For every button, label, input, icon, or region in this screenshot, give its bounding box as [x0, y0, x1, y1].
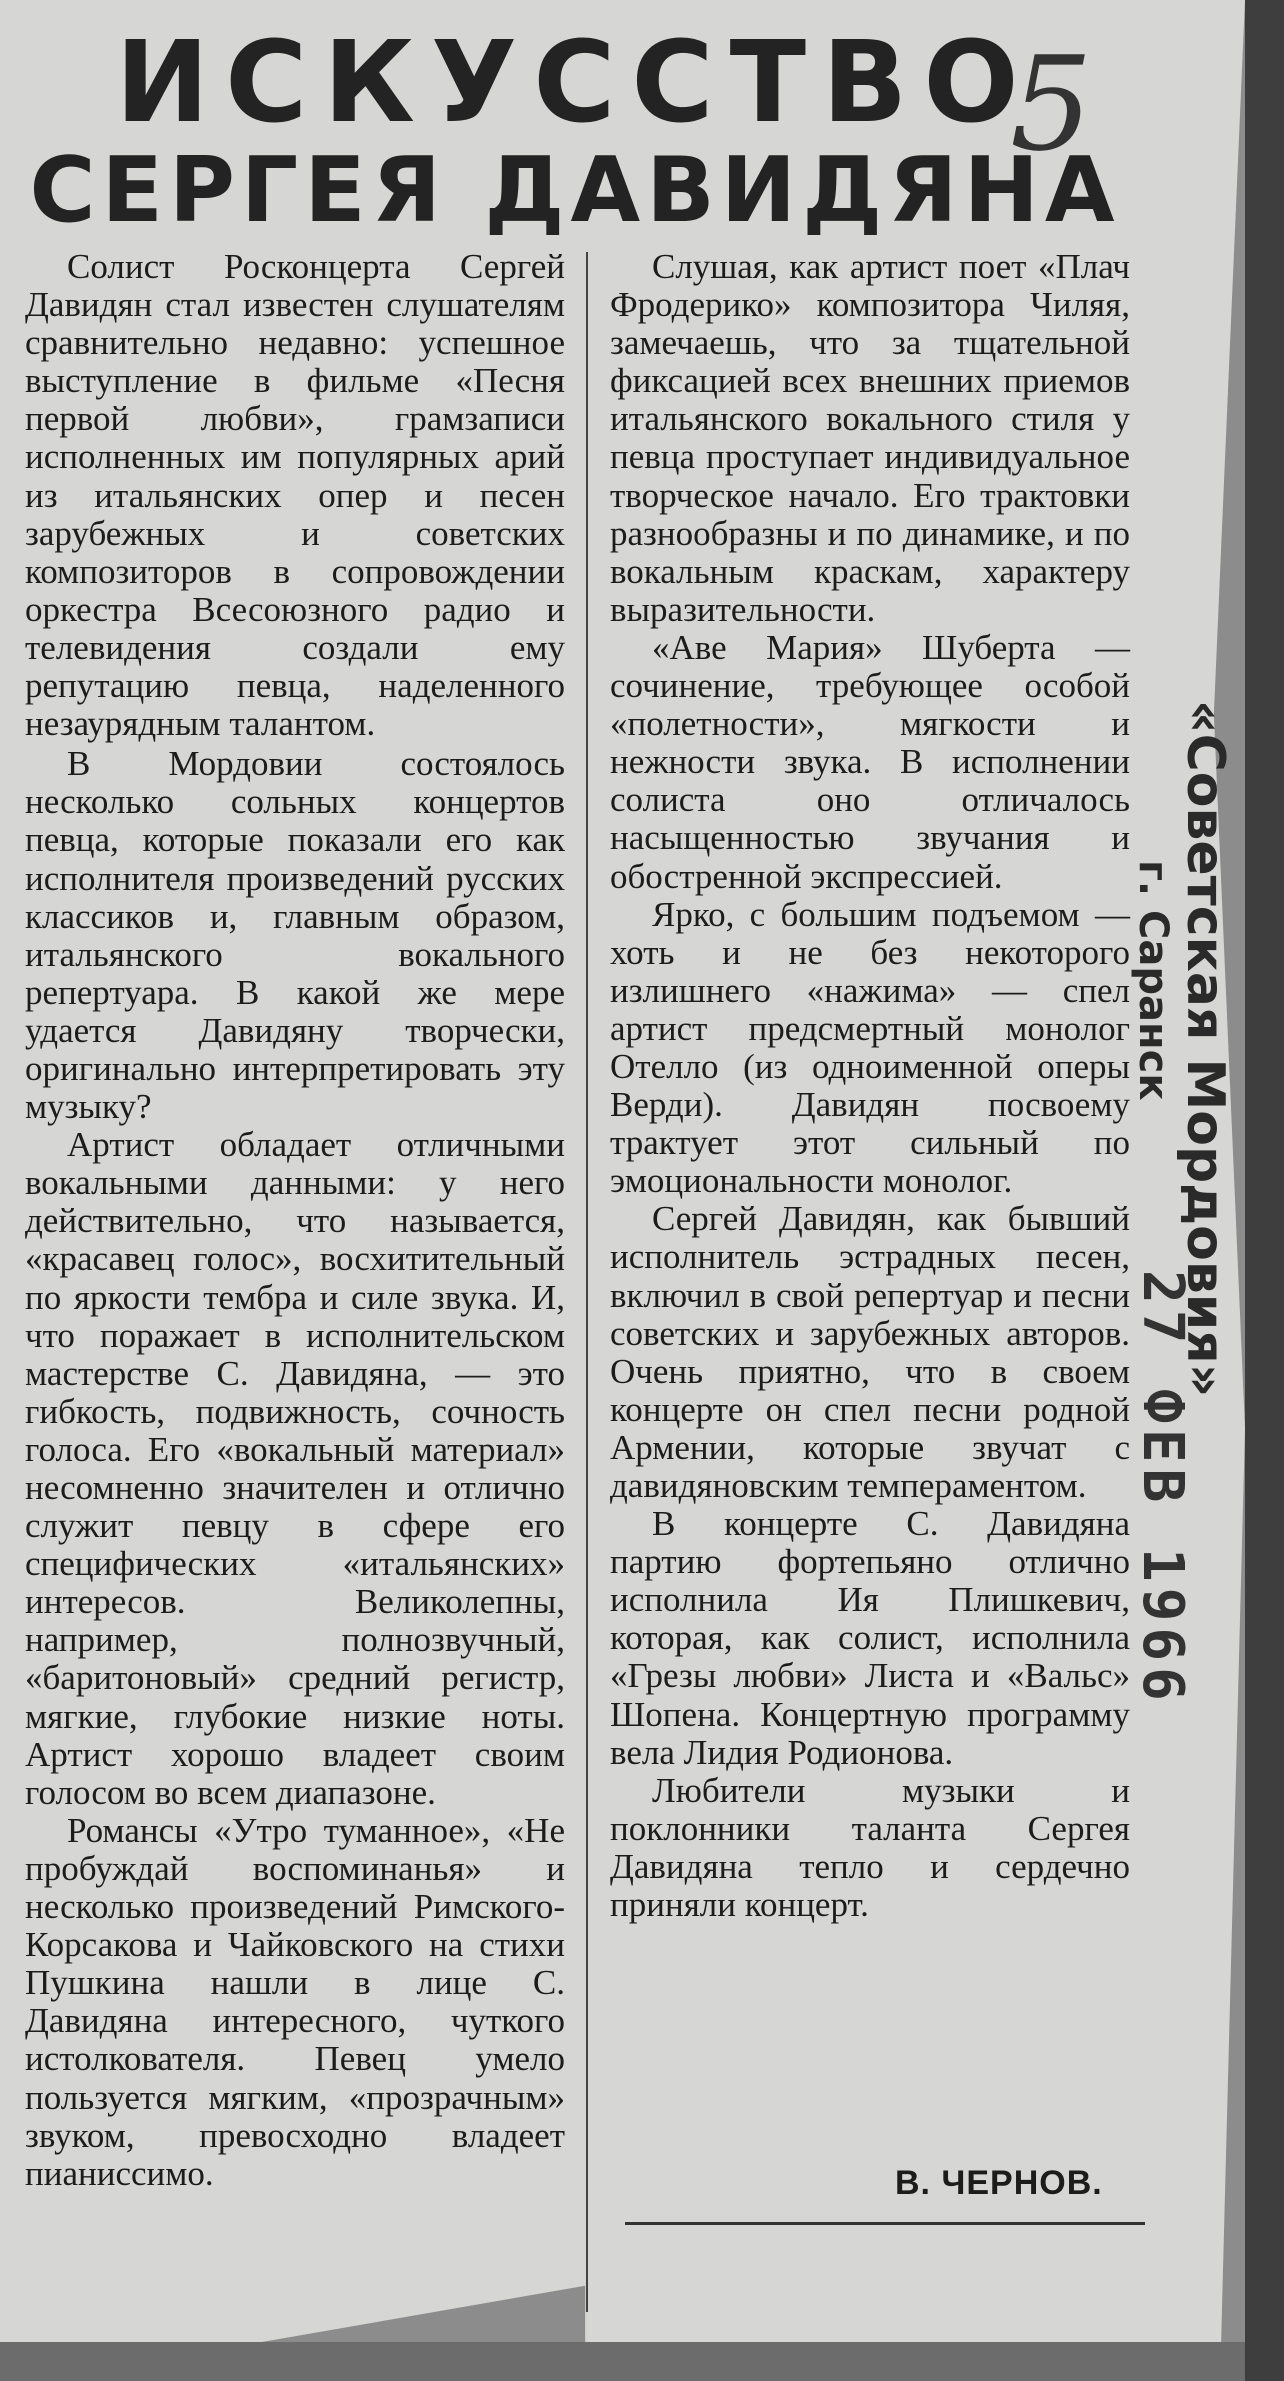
headline-line-1: ИСКУССТВО	[115, 18, 1035, 148]
stamp-newspaper-name: «Советская Мордовия»	[1175, 700, 1235, 1398]
pencil-page-number: 5	[1010, 28, 1093, 180]
article-column-right	[610, 248, 1130, 1924]
paragraph: Солист Росконцерта Сергей Давидян стал известен слушателям сравнительно недавно: успешное выступление в фильме «Песня первой любви», грамзаписи исполненных им популярных арий из итальянских опер и песен зарубежных и советских композиторов в сопровождении оркестра Всесоюзного радио и телевидения создали ему репутацию певца, наделенного незаурядным талантом.	[25, 247, 565, 744]
paragraph: Романсы «Утро туманное», «Не пробуждай воспоминанья» и несколько произведений Римского-Корсакова и Чайковского на стихи Пушкина нашли в лице С. Давидяна интересного, чуткого истолкователя. Певец умело пользуется мягким, «прозрачным» звуком, превосходно владеет пианиссимо.	[25, 1810, 565, 2193]
article-end-rule	[625, 2222, 1145, 2225]
author-byline: В. ЧЕРНОВ.	[895, 2164, 1103, 2202]
paragraph: Сергей Давидян, как бывший исполнитель эстрадных песен, включил в свой репертуар и песни советских и зарубежных авторов. Очень приятно, что в своем концерте он спел песни родной Армении, которые звучат с давидяновским темпераментом.	[610, 1199, 1130, 1505]
paragraph: Любители музыки и поклонники таланта Сергея Давидяна тепло и сердечно приняли концерт.	[610, 1770, 1130, 1925]
article-column-left	[25, 248, 565, 2193]
paragraph: В концерте С. Давидяна партию фортепьяно отлично исполнила Ия Плишкевич, которая, как солист, исполнила «Грезы любви» Листа и «Вальс» Шопена. Концертную программу вела Лидия Родионова.	[610, 1504, 1130, 1772]
background-strip-bottom	[0, 2342, 1245, 2381]
paragraph: Артист обладает отличными вокальными данными: у него действительно, что называется, «красавец голос», восхитительный по яркости тембра и силе звука. И, что поражает в исполнительском мастерстве С. Давидяна, — это гибкость, подвижность, сочность голоса. Его «вокальный материал» несомненно значителен и отлично служит певцу в сфере его специфических «итальянских» интересов. Великолепны, например, полнозвучный, «баритоновый» средний регистр, мягкие, глубокие низкие ноты. Артист хорошо владеет своим голосом во всем диапазоне.	[25, 1125, 565, 1812]
paragraph: Слушая, как артист поет «Плач Фродерико» композитора Чиляя, замечаешь, что за тщательной фиксацией всех внешних приемов итальянского вокального стиля у певца проступает индивидуальное творческое начало. Его трактовки разнообразны и по динамике, и по вокальным краскам, характеру выразительности.	[610, 247, 1130, 629]
paragraph: «Аве Мария» Шуберта — сочинение, требующее особой «полетности», мягкости и нежности звука. В исполнении солиста оно отличалось насыщенностью звучания и обостренной экспрессией.	[610, 627, 1130, 896]
stamp-city: г. Саранск	[1130, 860, 1176, 1101]
background-strip	[1245, 0, 1284, 2381]
stamp-date: 27 ФЕВ 1966	[1130, 1270, 1195, 1707]
paragraph: В Мордовии состоялось несколько сольных концертов певца, которые показали его как исполнителя произведений русских классиков и, главным образом, итальянского вокального репертуара. В какой же мере удается Давидяну творчески, оригинально интерпретировать эту музыку?	[25, 744, 565, 1127]
headline-line-2: СЕРГЕЯ ДАВИДЯНА	[29, 138, 1121, 243]
paragraph: Ярко, с большим подъемом — хоть и не без некоторого излишнего «нажима» — спел артист предсмертный монолог Отелло (из одноименной оперы Верди). Давидян посвоему трактует этот сильный по эмоциональности монолог.	[610, 894, 1130, 1201]
column-divider	[586, 252, 588, 2312]
